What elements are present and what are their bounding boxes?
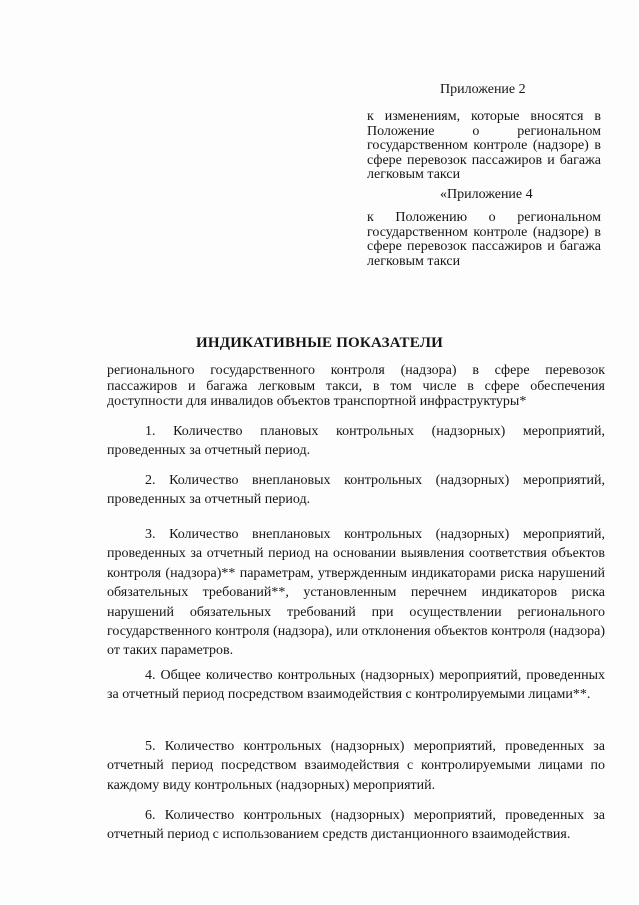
document-title: ИНДИКАТИВНЫЕ ПОКАЗАТЕЛИ xyxy=(196,335,443,351)
annex-2-text: к изменениям, которые вносятся в Положение о региональном государственном контроле (надзоре) в сфере перевозок пассажиров и багажа легковым такси xyxy=(367,109,601,182)
paragraph-1: 1. Количество плановых контрольных (надзорных) мероприятий, проведенных за отчетный период. xyxy=(107,424,605,459)
paragraph-5: 5. Количество контрольных (надзорных) мероприятий, проведенных за отчетный период посредством взаимодействия с контролируемыми лицами по каждому виду контрольных (надзорных) мероприятий. xyxy=(107,739,605,793)
paragraph-6: 6. Количество контрольных (надзорных) мероприятий, проведенных за отчетный период с использованием средств дистанционного взаимодействия. xyxy=(107,808,605,843)
document-subtitle: регионального государственного контроля (надзора) в сфере перевозок пассажиров и багажа легковым такси, в том числе в сфере обеспечения доступности для инвалидов объектов транспортной инфраструктуры* xyxy=(107,363,605,409)
annex-2-title: Приложение 2 xyxy=(440,82,526,97)
paragraph-3: 3. Количество внеплановых контрольных (надзорных) мероприятий, проведенных за отчетный период на основании выявления соответствия объектов контроля (надзора)** параметрам, утвержденным индикаторами риска нарушений обязательных требований**, установленным перечнем индикаторов риска нарушений обязательных требований при осуществлении регионального государственного контроля (надзора), или отклонения объектов контроля (надзора) от таких параметров. xyxy=(107,527,605,659)
annex-4-title: «Приложение 4 xyxy=(440,187,533,202)
annex-4-text: к Положению о региональном государственном контроле (надзоре) в сфере перевозок пассажиров и багажа легковым такси xyxy=(367,210,601,269)
paragraph-2: 2. Количество внеплановых контрольных (надзорных) мероприятий, проведенных за отчетный период. xyxy=(107,473,605,508)
paragraph-4: 4. Общее количество контрольных (надзорных) мероприятий, проведенных за отчетный период посредством взаимодействия с контролируемыми лицами**. xyxy=(107,668,605,703)
